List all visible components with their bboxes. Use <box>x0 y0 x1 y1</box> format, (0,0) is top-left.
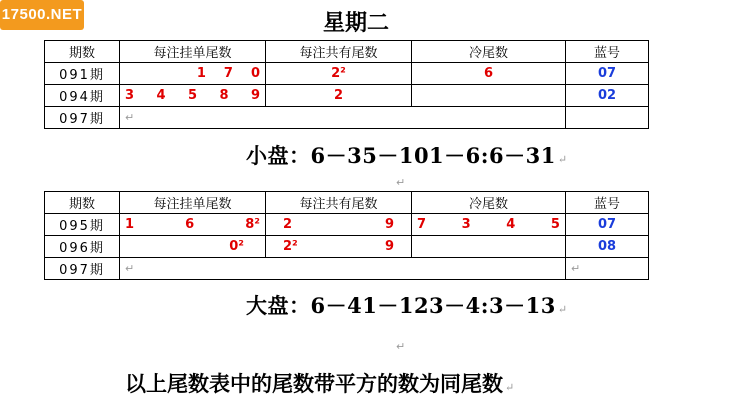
blue-cell: 02 <box>566 85 649 107</box>
paragraph-mark-icon: ↵ <box>557 153 568 166</box>
footnote <box>125 368 514 398</box>
tail-number: 2 <box>283 217 293 232</box>
blue-cell: 07 <box>566 63 649 85</box>
tail-number: 8² <box>245 217 260 232</box>
header-single-tail: 每注挂单尾数 <box>120 192 266 214</box>
tail-number: 0² <box>229 239 244 254</box>
table-header-row <box>45 41 649 63</box>
tail-number: 7 <box>223 66 233 81</box>
tail-number: 4 <box>506 217 516 232</box>
common-tail-cell <box>266 214 412 236</box>
header-cold-tail: 冷尾数 <box>412 192 566 214</box>
cold-tail-cell <box>412 85 566 107</box>
paragraph-mark-icon: ↵ <box>125 262 135 275</box>
paragraph-mark-icon: ↵ <box>571 262 581 275</box>
period-cell: 094期 <box>45 85 120 107</box>
header-common-tail: 每注共有尾数 <box>266 192 412 214</box>
tail-number: 5 <box>187 88 198 103</box>
paragraph-mark-icon: ↵ <box>557 303 568 316</box>
tail-number: 2² <box>283 239 298 254</box>
page-title: 星期二 <box>323 10 390 36</box>
tail-number: 7 <box>417 217 427 232</box>
period-cell: 096期 <box>45 236 120 258</box>
period-cell: 097期 <box>45 107 120 129</box>
table-row <box>45 107 649 129</box>
tail-number: 0 <box>250 66 260 81</box>
tail-number: 8 <box>219 88 229 103</box>
period-cell: 091期 <box>45 63 120 85</box>
common-tail-cell <box>266 236 412 258</box>
site-logo: 17500.NET <box>0 0 84 30</box>
cold-tail-cell: 6 <box>412 63 566 85</box>
summary-large <box>246 290 568 320</box>
header-common-tail: 每注共有尾数 <box>266 41 412 63</box>
table-row <box>45 85 649 107</box>
table-row <box>45 258 649 280</box>
header-blue: 蓝号 <box>566 41 649 63</box>
tail-table-2 <box>44 191 649 280</box>
tail-number: 1 <box>125 217 135 232</box>
table-header-row <box>45 192 649 214</box>
tail-number: 9 <box>384 239 394 254</box>
period-cell: 097期 <box>45 258 120 280</box>
paragraph-mark-icon: ↵ <box>396 176 406 189</box>
tail-number: 3 <box>461 217 471 232</box>
common-tail-cell: 2² <box>266 63 412 85</box>
table-row <box>45 63 649 85</box>
single-tail-cell <box>120 85 266 107</box>
blue-cell <box>566 107 649 129</box>
header-blue: 蓝号 <box>566 192 649 214</box>
cold-tail-cell <box>412 214 566 236</box>
blue-cell: 07 <box>566 214 649 236</box>
table-row <box>45 236 649 258</box>
tail-number: 5 <box>550 217 560 232</box>
table-row <box>45 214 649 236</box>
single-tail-cell <box>120 214 266 236</box>
empty-cell <box>120 107 566 129</box>
header-single-tail: 每注挂单尾数 <box>120 41 266 63</box>
period-cell: 095期 <box>45 214 120 236</box>
blue-cell <box>566 258 649 280</box>
cold-tail-cell <box>412 236 566 258</box>
tail-table-1 <box>44 40 649 129</box>
blue-cell: 08 <box>566 236 649 258</box>
single-tail-cell <box>120 63 266 85</box>
tail-number: 9 <box>250 88 260 103</box>
paragraph-mark-icon: ↵ <box>125 111 135 124</box>
summary-large-text: 大盘：6－41－123－4:3－13 <box>246 293 556 318</box>
tail-number: 1 <box>196 66 206 81</box>
header-period: 期数 <box>45 192 120 214</box>
summary-small-text: 小盘：6－35－101－6:6－31 <box>246 143 556 168</box>
header-period: 期数 <box>45 41 120 63</box>
tail-number: 9 <box>384 217 394 232</box>
footnote-text: 以上尾数表中的尾数带平方的数为同尾数 <box>125 371 503 396</box>
header-cold-tail: 冷尾数 <box>412 41 566 63</box>
tail-number: 6 <box>185 217 195 232</box>
summary-small <box>246 140 568 170</box>
paragraph-mark-icon: ↵ <box>396 340 406 353</box>
paragraph-mark-icon: ↵ <box>505 381 515 394</box>
tail-number: 4 <box>156 88 166 103</box>
tail-number: 3 <box>125 88 135 103</box>
empty-cell <box>120 258 566 280</box>
single-tail-cell <box>120 236 266 258</box>
common-tail-cell: 2 <box>266 85 412 107</box>
